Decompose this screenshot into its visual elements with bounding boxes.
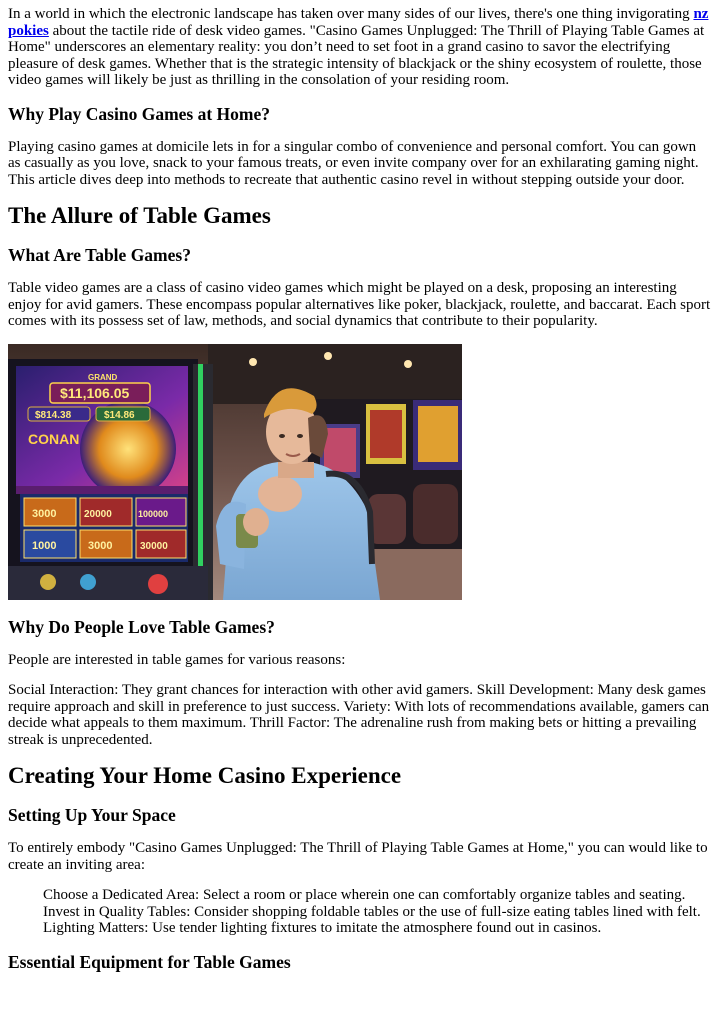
reel-value: 3000: [88, 539, 113, 552]
reel-value: 30000: [140, 540, 168, 552]
why-play-heading: Why Play Casino Games at Home?: [8, 103, 271, 124]
what-are-heading: What Are Table Games?: [8, 245, 191, 265]
minor-amount: $14.86: [104, 409, 135, 421]
home-casino-heading: Creating Your Home Casino Experience: [8, 763, 402, 788]
intro-paragraph: [8, 6, 712, 89]
casino-slot-photo: [8, 344, 462, 600]
reel-value: 100000: [138, 508, 169, 519]
reel-value: 1000: [32, 539, 57, 552]
love-heading: Why Do People Love Table Games?: [8, 616, 275, 637]
grand-amount: $11,106.05: [60, 384, 130, 401]
setting-up-heading: Setting Up Your Space: [8, 805, 176, 825]
love-intro: People are interested in table games for various reasons:: [8, 651, 346, 668]
setting-up-paragraph: To entirely embody "Casino Games Unplugged: The Thrill of Playing Table Games at Home," you can would like to create an inviting area:: [8, 840, 708, 873]
setting-up-quote: Choose a Dedicated Area: Select a room or place wherein one can comfortably organize tables and seating. Invest in Quality Tables: Consider shopping foldable tables or the use of full-size eating tables lined with felt. Lighting Matters: Use tender lighting fixtures to imitate the atmosphere found out in casinos.: [43, 887, 701, 936]
equipment-heading: Essential Equipment for Table Games: [8, 951, 291, 972]
game-title: CONAN: [28, 430, 80, 447]
grand-label: GRAND: [88, 372, 118, 382]
major-amount: $814.38: [35, 409, 72, 421]
ceiling: [208, 344, 462, 404]
intro-text-after: about the tactile ride of desk video games. "Casino Games Unplugged: The Thrill of Playing Table Games at Home" underscores an elementary reality: you don’t need to set foot in a grand casino to savor the electrifying pleasure of desk games. Whether that is the strategic intensity of blackjack or the shiny ecosystem of roulette, those video games will likely be just as thrilling in the consolation of your residing room.: [8, 22, 705, 88]
reel-value: 3000: [32, 507, 57, 520]
intro-text-before: In a world in which the electronic landscape has taken over many sides of our lives, there's one thing invigorating: [8, 6, 694, 22]
what-are-paragraph: Table video games are a class of casino video games which might be played on a desk, proposing an interesting enjoy for avid gamers. These encompass popular alternatives like poker, blackjack, roulette, and baccarat. Each sport comes with its possess set of law, methods, and social dynamics that contribute to their popularity.: [8, 280, 711, 329]
person-fist: [258, 476, 302, 512]
slot-button-deck: [8, 566, 208, 600]
nz-pokies-link[interactable]: nz pokies: [8, 6, 709, 39]
love-paragraph: Social Interaction: They grant chances for interaction with other avid gamers. Skill Development: Many desk games require approach and skill in preference to just success. Variety: With lots of recommendations available, gamers can decide what appeals to them maximum. Thrill Factor: The adrenaline rush from making bets or hitting a prevailing streak is unprecedented.: [8, 682, 710, 748]
why-play-paragraph: Playing casino games at domicile lets in for a singular combo of convenience and personal comfort. You can gown as casually as you love, snack to your famous treats, or even invite company over for an exhilarating gaming night. This article dives deep into methods to recreate that authentic casino revel in without stepping outside your door.: [8, 138, 699, 188]
reel-value: 20000: [84, 508, 112, 520]
person-hand: [243, 508, 269, 536]
allure-heading: The Allure of Table Games: [8, 203, 271, 228]
